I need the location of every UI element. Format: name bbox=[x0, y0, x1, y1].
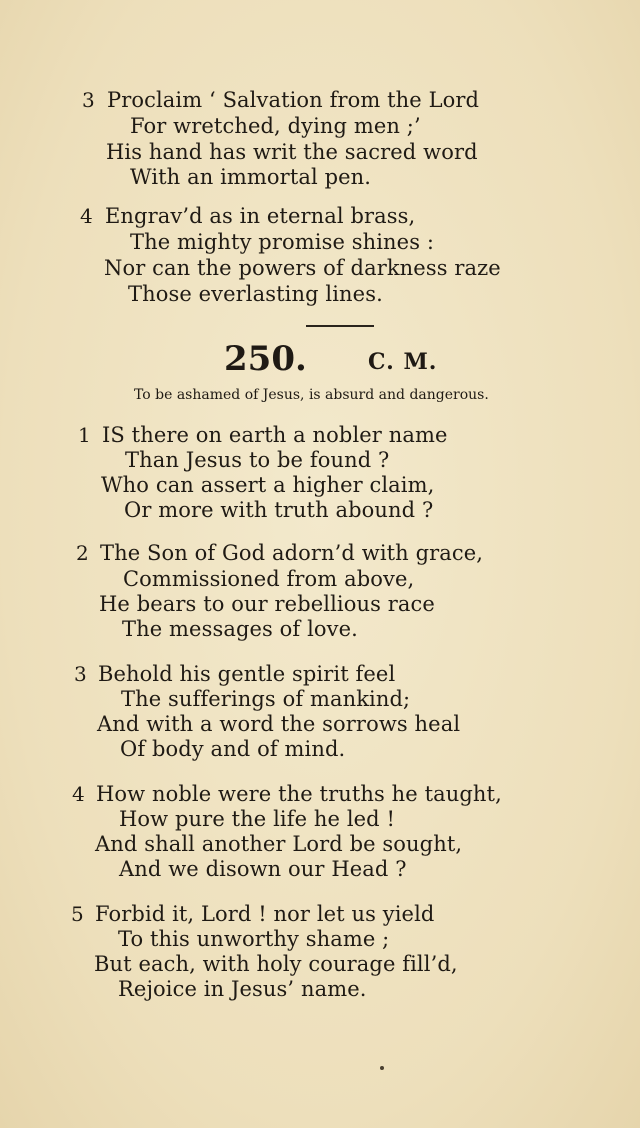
stanza-number: 4 bbox=[72, 782, 85, 806]
verse-line: Proclaim ‘ Salvation from the Lord bbox=[107, 88, 480, 112]
verse-line: But each, with holy courage fill’d, bbox=[94, 952, 458, 976]
verse-line: How noble were the truths he taught, bbox=[96, 782, 502, 806]
stanza-number: 3 bbox=[82, 88, 95, 112]
stanza-number: 3 bbox=[74, 662, 87, 686]
verse-line: Commissioned from above, bbox=[123, 567, 415, 591]
printer-mark bbox=[380, 1066, 384, 1070]
verse-line: The messages of love. bbox=[122, 617, 358, 641]
verse-line: How pure the life he led ! bbox=[119, 807, 396, 831]
hymn-number: 250. bbox=[224, 339, 307, 379]
section-divider bbox=[306, 325, 374, 327]
stanza-number: 4 bbox=[80, 204, 93, 228]
verse-line: The mighty promise shines : bbox=[130, 230, 435, 254]
verse-line: To this unworthy shame ; bbox=[118, 927, 390, 951]
verse-line: Rejoice in Jesus’ name. bbox=[118, 977, 367, 1001]
verse-line: And shall another Lord be sought, bbox=[95, 832, 463, 856]
verse-line: Or more with truth abound ? bbox=[124, 498, 434, 522]
verse-line: Who can assert a higher claim, bbox=[101, 473, 435, 497]
verse-line: Nor can the powers of darkness raze bbox=[104, 256, 501, 280]
hymn-meter: C. M. bbox=[368, 349, 438, 375]
hymn-subtitle: To be ashamed of Jesus, is absurd and dangerous. bbox=[134, 387, 489, 403]
verse-line: Those everlasting lines. bbox=[128, 282, 383, 306]
stanza-number: 5 bbox=[71, 902, 84, 926]
verse-line: For wretched, dying men ;’ bbox=[130, 114, 421, 138]
verse-line: The sufferings of mankind; bbox=[121, 687, 411, 711]
verse-line: He bears to our rebellious race bbox=[99, 592, 435, 616]
verse-line: Of body and of mind. bbox=[120, 737, 346, 761]
verse-line: Behold his gentle spirit feel bbox=[98, 662, 396, 686]
verse-line: His hand has writ the sacred word bbox=[106, 140, 478, 164]
verse-line: Forbid it, Lord ! nor let us yield bbox=[95, 902, 435, 926]
verse-line: And with a word the sorrows heal bbox=[97, 712, 461, 736]
verse-line: Engrav’d as in eternal brass, bbox=[105, 204, 416, 228]
verse-line: Than Jesus to be found ? bbox=[125, 448, 390, 472]
verse-line: IS there on earth a nobler name bbox=[102, 423, 448, 447]
stanza-number: 1 bbox=[78, 423, 91, 447]
stanza-number: 2 bbox=[76, 541, 89, 565]
verse-line: And we disown our Head ? bbox=[119, 857, 407, 881]
verse-line: With an immortal pen. bbox=[130, 165, 372, 189]
verse-line: The Son of God adorn’d with grace, bbox=[100, 541, 484, 565]
